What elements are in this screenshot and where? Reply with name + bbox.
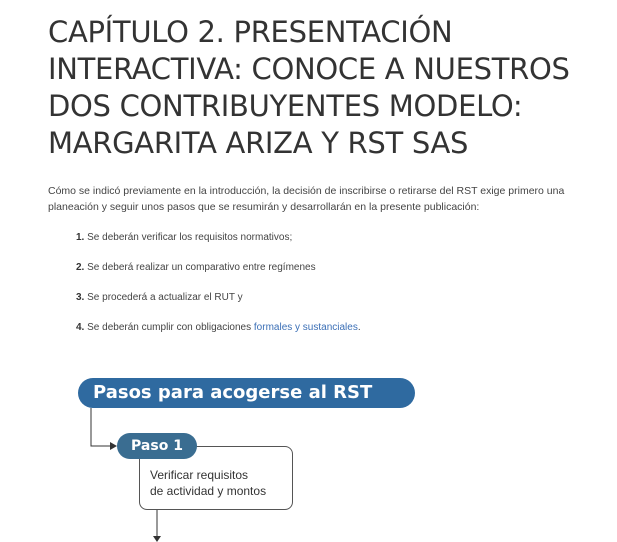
arrow-down-icon bbox=[153, 536, 161, 542]
list-item-number: 1. bbox=[76, 232, 85, 243]
list-item-suffix: . bbox=[357, 322, 361, 333]
list-item bbox=[76, 290, 361, 320]
diagram-banner: Pasos para acogerse al RST bbox=[78, 378, 415, 408]
list-item bbox=[76, 230, 361, 260]
connector-line bbox=[91, 408, 110, 446]
list-item-number: 2. bbox=[76, 262, 85, 273]
list-item-text: Se deberán cumplir con obligaciones bbox=[87, 322, 254, 333]
list-item-number: 4. bbox=[76, 322, 85, 333]
intro-paragraph: Cómo se indicó previamente en la introducción, la decisión de inscribirse o retirarse del RST exige primero una planeación y seguir unos pasos que se resumirán y desarrollarán en la presente publicación: bbox=[48, 185, 565, 213]
list-item-text: Se procederá a actualizar el RUT y bbox=[87, 292, 243, 303]
list-item-text: Se deberán verificar los requisitos normativos; bbox=[87, 232, 293, 243]
list-item-number: 3. bbox=[76, 292, 85, 303]
step-1-text: Verificar requisitos de actividad y montos bbox=[150, 468, 267, 498]
chapter-title: CAPÍTULO 2. PRESENTACIÓN INTERACTIVA: CONOCE A NUESTROS DOS CONTRIBUYENTES MODELO: MARGARITA ARIZA Y RST SAS bbox=[48, 15, 570, 160]
steps-list bbox=[76, 230, 361, 350]
list-item-text: Se deberá realizar un comparativo entre regímenes bbox=[87, 262, 316, 273]
step-1-label: Paso 1 bbox=[117, 433, 197, 459]
list-item bbox=[76, 320, 361, 350]
list-item bbox=[76, 260, 361, 290]
arrow-right-icon bbox=[110, 442, 117, 450]
steps-diagram bbox=[0, 370, 617, 542]
formales-sustanciales-link[interactable]: formales y sustanciales bbox=[253, 322, 358, 333]
